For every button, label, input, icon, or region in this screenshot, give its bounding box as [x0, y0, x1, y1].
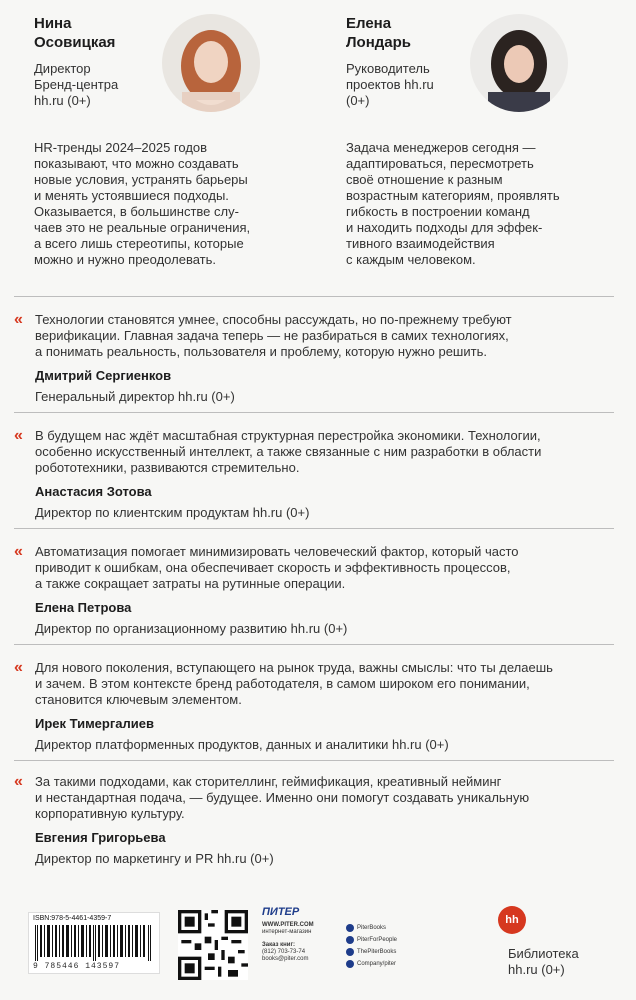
quote-line: корпоративную культуру.: [35, 806, 185, 821]
social-item: [346, 922, 397, 934]
profile-left-last-name: Осовицкая: [34, 34, 116, 51]
intro-left-line: чаев это не реальные ограничения,: [34, 220, 251, 235]
quote-text: [35, 774, 614, 822]
quote-line: и нестандартная подача, — будущее. Именно они помогут создавать уникальную: [35, 790, 530, 805]
profile-right-role-1: Руководитель: [346, 61, 430, 76]
quote-block: [14, 774, 614, 867]
publisher-site: WWW.PITER.COM: [262, 922, 314, 928]
barcode: [28, 912, 160, 974]
intro-left-line: показывают, что можно создавать: [34, 156, 239, 171]
publisher-site-sub: интернет-магазин: [262, 929, 312, 935]
profile-left-role-2: Бренд-центра: [34, 77, 119, 92]
quote-text: [35, 428, 614, 476]
intro-right-line: с каждым человеком.: [346, 252, 476, 267]
quote-line: В будущем нас ждёт масштабная структурная перестройка экономики. Технологии,: [35, 428, 541, 443]
intro-left-line: а всего лишь стереотипы, которые: [34, 236, 244, 251]
social-item: [346, 958, 397, 970]
quote-block: [14, 428, 614, 521]
social-label: ThePiterBooks: [357, 949, 397, 955]
profile-right-last-name: Лондарь: [346, 34, 411, 51]
intro-left-line: Оказывается, в большинстве слу-: [34, 204, 239, 219]
profile-right-first-name: Елена: [346, 15, 392, 32]
divider: [14, 412, 614, 413]
quote-author: Анастасия Зотова: [35, 484, 152, 499]
quote-block: [14, 544, 614, 637]
publisher-info: [262, 922, 342, 963]
library-line-1: Библиотека: [508, 946, 579, 961]
social-label: PiterBooks: [357, 925, 387, 931]
quote-line: Для нового поколения, вступающего на рынок труда, важны смыслы: что ты делаешь: [35, 660, 553, 675]
social-links: [346, 922, 397, 970]
intro-left-line: новые условия, устранять барьеры: [34, 172, 248, 187]
quote-mark-icon: «: [14, 427, 23, 444]
hh-logo-icon: hh: [498, 906, 526, 934]
profile-right: [346, 14, 476, 109]
quote-mark-icon: «: [14, 311, 23, 328]
quote-author-role: Директор по клиентским продуктам hh.ru (0+): [35, 505, 310, 520]
quote-author-role: Директор платформенных продуктов, данных и аналитики hh.ru (0+): [35, 737, 449, 752]
barcode-bars-icon: [35, 925, 153, 961]
quote-author-role: Директор по организационному развитию hh.ru (0+): [35, 621, 348, 636]
isbn-text: ISBN:978-5-4461-4359-7: [33, 915, 112, 922]
profile-right-role-3: (0+): [346, 93, 370, 108]
social-item: [346, 946, 397, 958]
social-item: [346, 934, 397, 946]
quote-line: верификации. Главная задача теперь — не разбираться в самих технологиях,: [35, 328, 509, 343]
quote-line: приводит к ошибкам, она обеспечивает скорость и эффективность процессов,: [35, 560, 511, 575]
quote-line: а также сокращает затраты на рутинные операции.: [35, 576, 346, 591]
quote-mark-icon: «: [14, 543, 23, 560]
social-icon: [346, 948, 354, 956]
quote-line: За такими подходами, как сторителлинг, геймификация, креативный нейминг: [35, 774, 502, 789]
quote-line: Автоматизация помогает минимизировать человеческий фактор, который часто: [35, 544, 519, 559]
social-icon: [346, 960, 354, 968]
social-label: PiterForPeople: [357, 937, 398, 943]
order-phone: (812) 703-73-74: [262, 949, 306, 955]
intro-left-line: можно и нужно преодолевать.: [34, 252, 216, 267]
qr-code-icon: [178, 910, 248, 980]
intro-right: [346, 140, 616, 268]
quote-block: [14, 312, 614, 405]
quote-author: Евгения Григорьева: [35, 830, 166, 845]
quote-line: робототехники, развиваются стремительно.: [35, 460, 300, 475]
avatar-left: [162, 14, 260, 112]
profile-right-role-2: проектов hh.ru: [346, 77, 434, 92]
quote-author-role: Директор по маркетингу и PR hh.ru (0+): [35, 851, 274, 866]
profile-left-role-1: Директор: [34, 61, 91, 76]
social-icon: [346, 936, 354, 944]
intro-right-line: тивного взаимодействия: [346, 236, 495, 251]
quote-mark-icon: «: [14, 773, 23, 790]
quote-author: Дмитрий Сергиенков: [35, 368, 172, 383]
profile-left-role-3: hh.ru (0+): [34, 93, 91, 108]
intro-right-line: возрастным категориям, проявлять: [346, 188, 560, 203]
intro-right-line: адаптироваться, пересмотреть: [346, 156, 534, 171]
quote-line: а понимать реальность, пользователя и проблему, которую нужно решить.: [35, 344, 487, 359]
divider: [14, 760, 614, 761]
intro-left-line: HR-тренды 2024–2025 годов: [34, 140, 208, 155]
quote-line: особенно искусственный интеллект, а также связанные с ним разработки в области: [35, 444, 542, 459]
quote-mark-icon: «: [14, 659, 23, 676]
quote-text: [35, 544, 614, 592]
quote-line: Технологии становятся умнее, способны рассуждать, но по-прежнему требуют: [35, 312, 512, 327]
profile-left-first-name: Нина: [34, 15, 72, 32]
quote-line: и зачем. В этом контексте бренд работодателя, в самом широком его понимании,: [35, 676, 530, 691]
order-label: Заказ книг:: [262, 942, 295, 948]
intro-right-line: и находить подходы для эффек-: [346, 220, 543, 235]
quote-author-role: Генеральный директор hh.ru (0+): [35, 389, 235, 404]
intro-left-line: и менять устоявшиеся подходы.: [34, 188, 229, 203]
social-label: Company/piter: [357, 961, 397, 967]
divider: [14, 644, 614, 645]
quote-block: [14, 660, 614, 753]
divider: [14, 528, 614, 529]
order-email: books@piter.com: [262, 956, 309, 962]
avatar-right: [470, 14, 568, 112]
intro-right-line: своё отношение к разным: [346, 172, 503, 187]
intro-right-line: гибкость в построении команд: [346, 204, 530, 219]
profile-left: [34, 14, 174, 109]
divider: [14, 296, 614, 297]
publisher-logo: ПИТЕР: [262, 906, 300, 918]
social-icon: [346, 924, 354, 932]
barcode-digits: 9 785446 143597: [33, 962, 121, 971]
quote-line: становится ключевым элементом.: [35, 692, 242, 707]
quote-text: [35, 660, 614, 708]
library-line-2: hh.ru (0+): [508, 962, 565, 977]
intro-left: [34, 140, 304, 268]
library-label: [508, 946, 579, 978]
quote-text: [35, 312, 614, 360]
intro-right-line: Задача менеджеров сегодня —: [346, 140, 536, 155]
quote-author: Ирек Тимергалиев: [35, 716, 154, 731]
quote-author: Елена Петрова: [35, 600, 132, 615]
